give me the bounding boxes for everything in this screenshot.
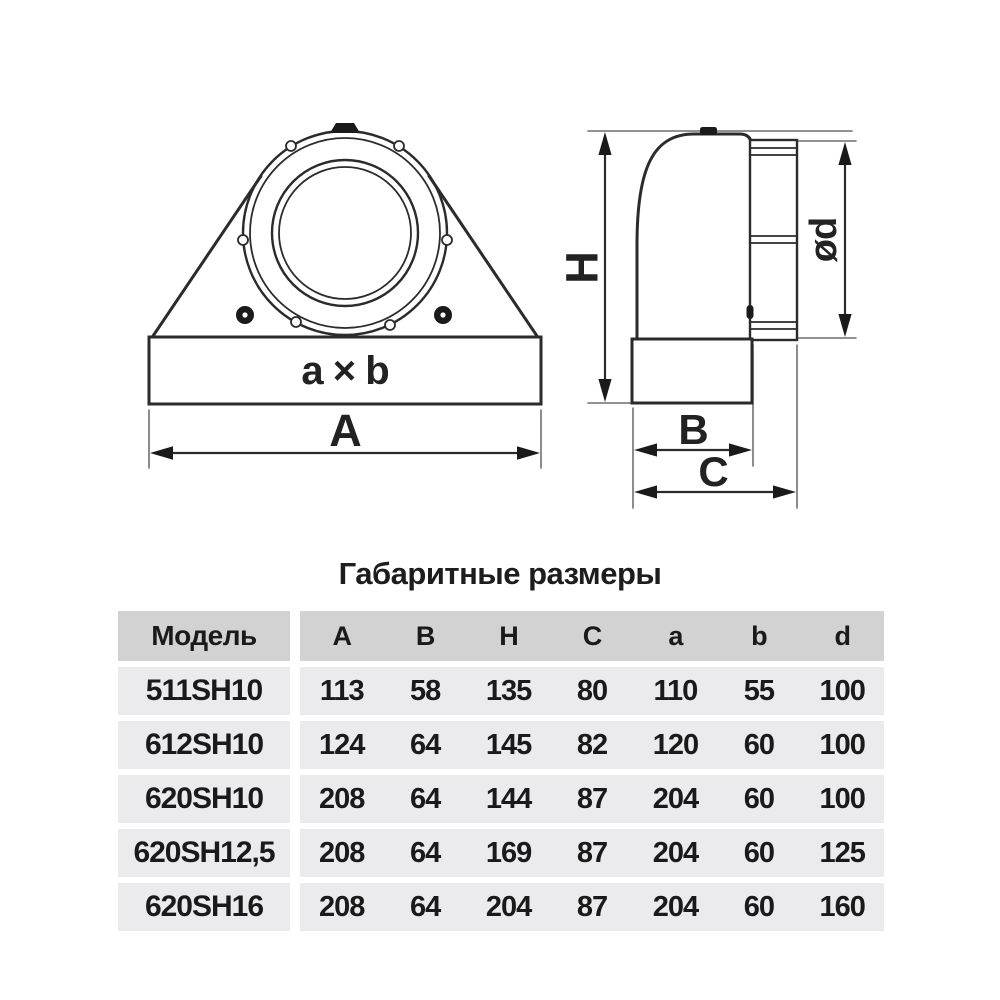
column-header-a: a: [668, 620, 683, 651]
value-cell: 110: [653, 674, 698, 707]
table-header-row: [118, 611, 884, 661]
column-header-A: A: [332, 620, 351, 651]
column-header-H: H: [499, 620, 518, 651]
row-values: [300, 775, 884, 823]
value-cell: 120: [652, 728, 699, 761]
front-top-tab: [330, 123, 360, 133]
value-cell: 145: [485, 728, 532, 761]
value-cell: 208: [319, 782, 365, 815]
dim-label-b: B: [678, 406, 708, 453]
value-cell: 87: [576, 782, 608, 815]
value-cell: 100: [819, 674, 865, 707]
table-row: [118, 667, 884, 715]
model-cell: 612SH10: [118, 721, 290, 769]
value-cell: 204: [652, 836, 699, 869]
value-cell: 204: [652, 890, 699, 923]
column-gap: [290, 829, 300, 877]
table-row: [118, 883, 884, 931]
value-cell: 160: [819, 890, 865, 923]
value-cell: 208: [319, 890, 365, 923]
value-cell: 60: [743, 890, 774, 923]
value-cell: 60: [743, 782, 774, 815]
row-values: [300, 829, 884, 877]
value-cell: 208: [319, 836, 365, 869]
elbow-body: [637, 134, 752, 339]
table-row: [118, 775, 884, 823]
column-header-B: B: [415, 620, 435, 651]
value-cell: 64: [410, 890, 441, 923]
table-row: [118, 721, 884, 769]
row-values: [300, 667, 884, 715]
model-cell: 620SH16: [118, 883, 290, 931]
value-cell: 113: [319, 674, 364, 707]
column-header-d: d: [834, 620, 850, 651]
value-cell: 204: [652, 782, 699, 815]
value-cell: 124: [319, 728, 365, 761]
column-header-C: C: [582, 620, 602, 651]
column-gap: [290, 883, 300, 931]
column-header-b: b: [751, 620, 767, 651]
value-cell: 100: [819, 728, 865, 761]
value-cell: 204: [485, 890, 532, 923]
value-cell: 80: [576, 674, 608, 707]
dim-label-a: A: [329, 405, 361, 456]
table-title: Габаритные размеры: [338, 556, 662, 591]
value-cell: 135: [485, 674, 532, 707]
row-values: [300, 721, 884, 769]
value-cell: 82: [576, 728, 608, 761]
value-cell: 100: [819, 782, 865, 815]
value-cell: 64: [410, 728, 441, 761]
value-cell: 55: [743, 674, 774, 707]
model-cell: 620SH12,5: [118, 829, 290, 877]
screw-holes: [236, 306, 452, 324]
value-cell: 144: [485, 782, 532, 815]
value-cell: 64: [410, 836, 441, 869]
value-cell: 125: [819, 836, 865, 869]
dim-label-c: C: [698, 448, 728, 495]
model-cell: 511SH10: [118, 667, 290, 715]
table-row: [118, 829, 884, 877]
dim-label-od: ød: [803, 217, 845, 263]
column-header-model: Модель: [118, 611, 290, 661]
column-gap: [290, 611, 300, 661]
value-cell: 87: [576, 890, 608, 923]
column-gap: [290, 721, 300, 769]
spigot: [747, 140, 798, 340]
flange-size-label: a × b: [301, 349, 389, 393]
dimensions-table: [118, 611, 884, 931]
column-gap: [290, 775, 300, 823]
column-gap: [290, 667, 300, 715]
value-cell: 64: [410, 782, 441, 815]
value-cell: 169: [485, 836, 532, 869]
dim-label-h: H: [556, 252, 608, 284]
value-cell: 60: [743, 728, 774, 761]
value-cell: 60: [743, 836, 774, 869]
side-base-rect: [632, 339, 752, 403]
side-top-tab: [700, 127, 717, 135]
value-cell: 87: [576, 836, 608, 869]
model-cell: 620SH10: [118, 775, 290, 823]
header-values: [300, 611, 884, 661]
row-values: [300, 883, 884, 931]
value-cell: 58: [410, 674, 441, 707]
